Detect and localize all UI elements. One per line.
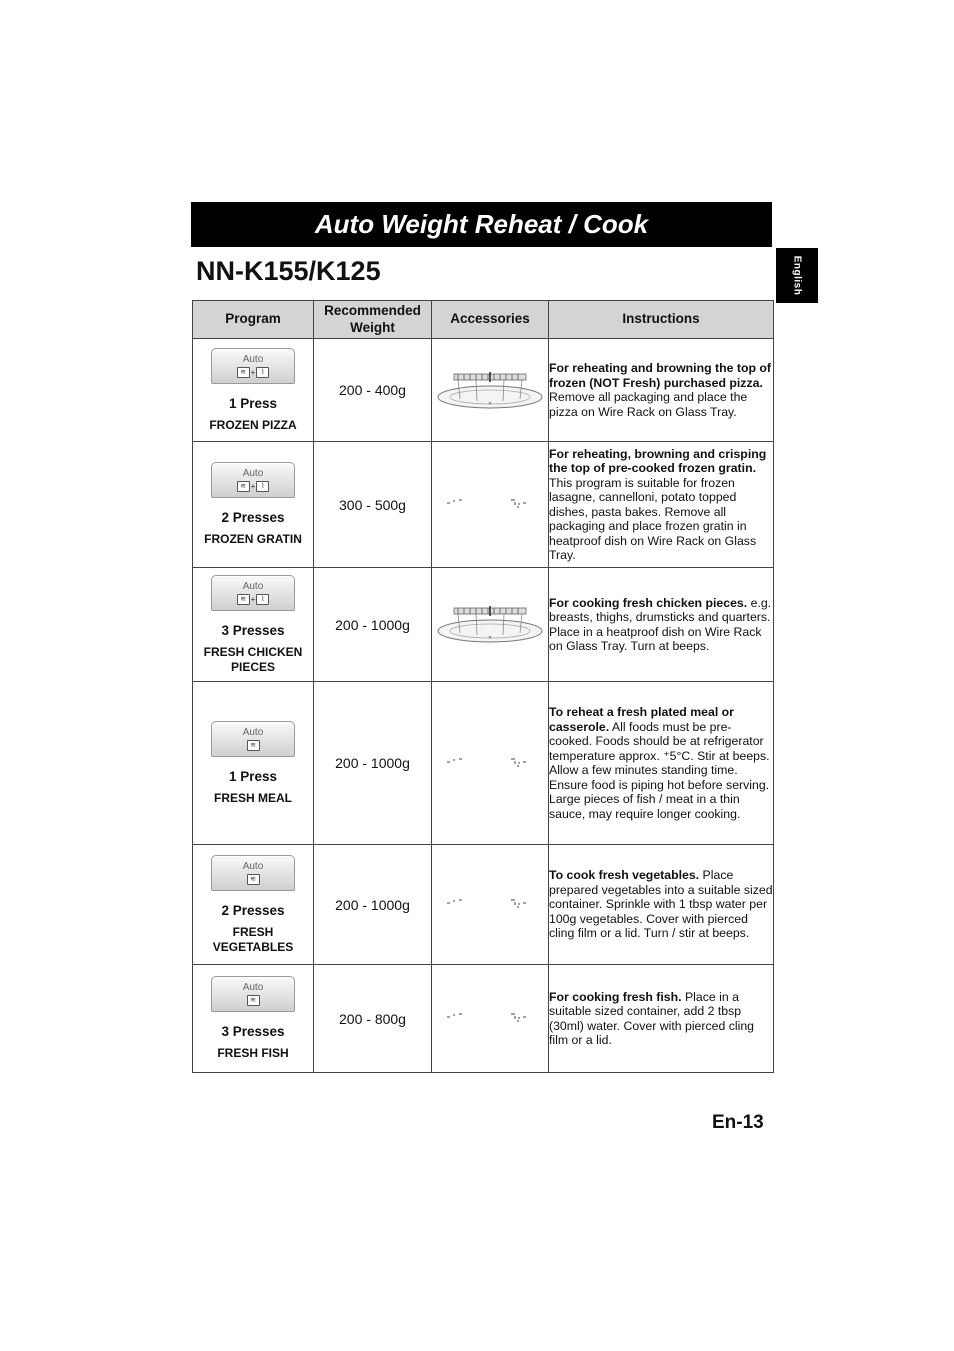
faint-marks-icon [445, 1009, 535, 1023]
microwave-wave-icon: ≋ [247, 740, 260, 751]
model-number: NN-K155/K125 [196, 256, 381, 286]
program-name: FROZEN GRATIN [204, 532, 302, 546]
recommended-weight: 200 - 1000g [314, 845, 432, 965]
page-title: Auto Weight Reheat / Cook [314, 209, 649, 239]
press-count: 1 Press [228, 768, 278, 784]
instructions-lead: For cooking fresh chicken pieces. [549, 595, 748, 610]
col-header-instructions: Instructions [549, 301, 774, 339]
plus-sign: + [250, 482, 256, 491]
table-row [193, 339, 774, 442]
auto-button-illustration [211, 462, 295, 498]
program-name: FRESH FISH [217, 1046, 289, 1060]
auto-button-label: Auto [242, 860, 264, 872]
table-row [193, 965, 774, 1073]
microwave-wave-icon: ≋ [237, 367, 250, 378]
recommended-weight: 200 - 1000g [314, 568, 432, 682]
table-row [193, 442, 774, 568]
svg-text:✕: ✕ [487, 400, 493, 407]
faint-marks-icon [445, 495, 535, 509]
auto-button-illustration [211, 721, 295, 757]
accessory-cell [432, 339, 549, 442]
auto-button-label: Auto [242, 580, 264, 592]
grill-icon: ⌇ [256, 594, 269, 605]
microwave-wave-icon: ≋ [247, 874, 260, 885]
recommended-weight: 200 - 1000g [314, 682, 432, 845]
microwave-wave-icon: ≋ [237, 594, 250, 605]
program-cell [193, 568, 314, 682]
auto-button-illustration [211, 855, 295, 891]
auto-button-icons [237, 367, 270, 378]
program-cell [193, 682, 314, 845]
auto-program-table [192, 300, 774, 1073]
program-name: FROZEN PIZZA [209, 417, 297, 432]
program-cell [193, 965, 314, 1073]
instructions-cell [549, 568, 774, 682]
instructions-lead: For reheating and browning the top of frozen (NOT Fresh) purchased pizza. [549, 361, 772, 390]
auto-button-icons [247, 874, 260, 885]
grill-icon: ⌇ [256, 367, 269, 378]
page-number: En-13 [712, 1112, 764, 1133]
faint-marks-icon [445, 754, 535, 768]
col-header-weight: Recommended Weight [314, 301, 432, 339]
instructions-body: e.g. breasts, thighs, drumsticks and quarters. Place in a heatproof dish on Wire Rack on Glass Tray. Turn at beeps. [549, 595, 772, 653]
auto-button-icons [247, 995, 260, 1006]
instructions-lead: For reheating, browning and crisping the top of pre-cooked frozen gratin. [549, 446, 767, 475]
instructions-lead: To reheat a fresh plated meal or casserole. [549, 705, 734, 734]
auto-button-illustration [211, 575, 295, 611]
accessory-cell [432, 568, 549, 682]
page-title-bar [191, 202, 772, 247]
col-header-program: Program [193, 301, 314, 339]
grill-icon: ⌇ [256, 481, 269, 492]
press-count: 2 Presses [221, 510, 285, 525]
accessory-cell [432, 682, 549, 845]
accessory-cell [432, 845, 549, 965]
instructions-cell [549, 682, 774, 845]
accessory-cell [432, 965, 549, 1073]
table-row [193, 682, 774, 845]
instructions-cell [549, 442, 774, 568]
auto-button-label: Auto [242, 468, 264, 479]
wire-rack-on-glass-tray-icon [436, 597, 544, 647]
auto-button-label: Auto [242, 982, 264, 993]
recommended-weight: 300 - 500g [314, 442, 432, 568]
press-count: 2 Presses [221, 902, 285, 918]
program-cell [193, 339, 314, 442]
press-count: 3 Presses [221, 622, 285, 638]
svg-text:✕: ✕ [487, 635, 493, 641]
instructions-body: Remove all packaging and place the pizza on Wire Rack on Glass Tray. [549, 390, 748, 419]
col-header-accessories: Accessories [432, 301, 549, 339]
table-row [193, 568, 774, 682]
instructions-lead: To cook fresh vegetables. [549, 868, 700, 883]
instructions-body: Place prepared vegetables into a suitable sized container. Sprinkle with 1 tbsp water per 100g vegetables. Cover with pierced cling film or a lid. Turn / stir at beeps. [549, 868, 773, 941]
auto-button-label: Auto [242, 353, 264, 365]
instructions-lead: For cooking fresh fish. [549, 989, 682, 1004]
instructions-cell [549, 965, 774, 1073]
recommended-weight: 200 - 800g [314, 965, 432, 1073]
press-count: 3 Presses [221, 1024, 285, 1039]
auto-button-illustration [211, 348, 295, 384]
program-name: FRESH CHICKEN PIECES [203, 644, 303, 674]
program-name: FRESH VEGETABLES [212, 924, 294, 954]
auto-button-icons [237, 594, 270, 605]
auto-button-icons [237, 481, 270, 492]
auto-button-illustration [211, 976, 295, 1012]
auto-button-icons [247, 740, 260, 751]
language-tab [776, 248, 818, 303]
instructions-body: This program is suitable for frozen lasagne, cannelloni, potato topped dishes, pasta bakes. Remove all packaging and place frozen gratin in heatproof dish on Wire Rack on Glass Tray. [549, 475, 757, 562]
microwave-wave-icon: ≋ [247, 995, 260, 1006]
microwave-wave-icon: ≋ [237, 481, 250, 492]
instructions-cell [549, 339, 774, 442]
program-cell [193, 845, 314, 965]
program-cell [193, 442, 314, 568]
plus-sign: + [250, 367, 256, 377]
faint-marks-icon [445, 895, 535, 909]
language-tab-label: English [791, 255, 803, 296]
press-count: 1 Press [228, 395, 278, 411]
instructions-body: All foods must be pre-cooked. Foods should be at refrigerator temperature approx. ⁺5°C. Stir at beeps. Allow a few minutes standing time. Ensure food is piping hot before serving. Large pieces of fish / meat in a thin sauce, may require longer cooking. [549, 719, 770, 821]
instructions-body: Place in a suitable sized container, add 2 tbsp (30ml) water. Cover with pierced cling film or a lid. [549, 989, 755, 1047]
program-name: FRESH MEAL [214, 790, 292, 805]
table-row [193, 845, 774, 965]
table-header-row [193, 301, 774, 339]
plus-sign: + [250, 594, 256, 604]
auto-button-label: Auto [242, 726, 264, 738]
accessory-cell [432, 442, 549, 568]
recommended-weight: 200 - 400g [314, 339, 432, 442]
instructions-cell [549, 845, 774, 965]
wire-rack-on-glass-tray-icon [436, 363, 544, 413]
